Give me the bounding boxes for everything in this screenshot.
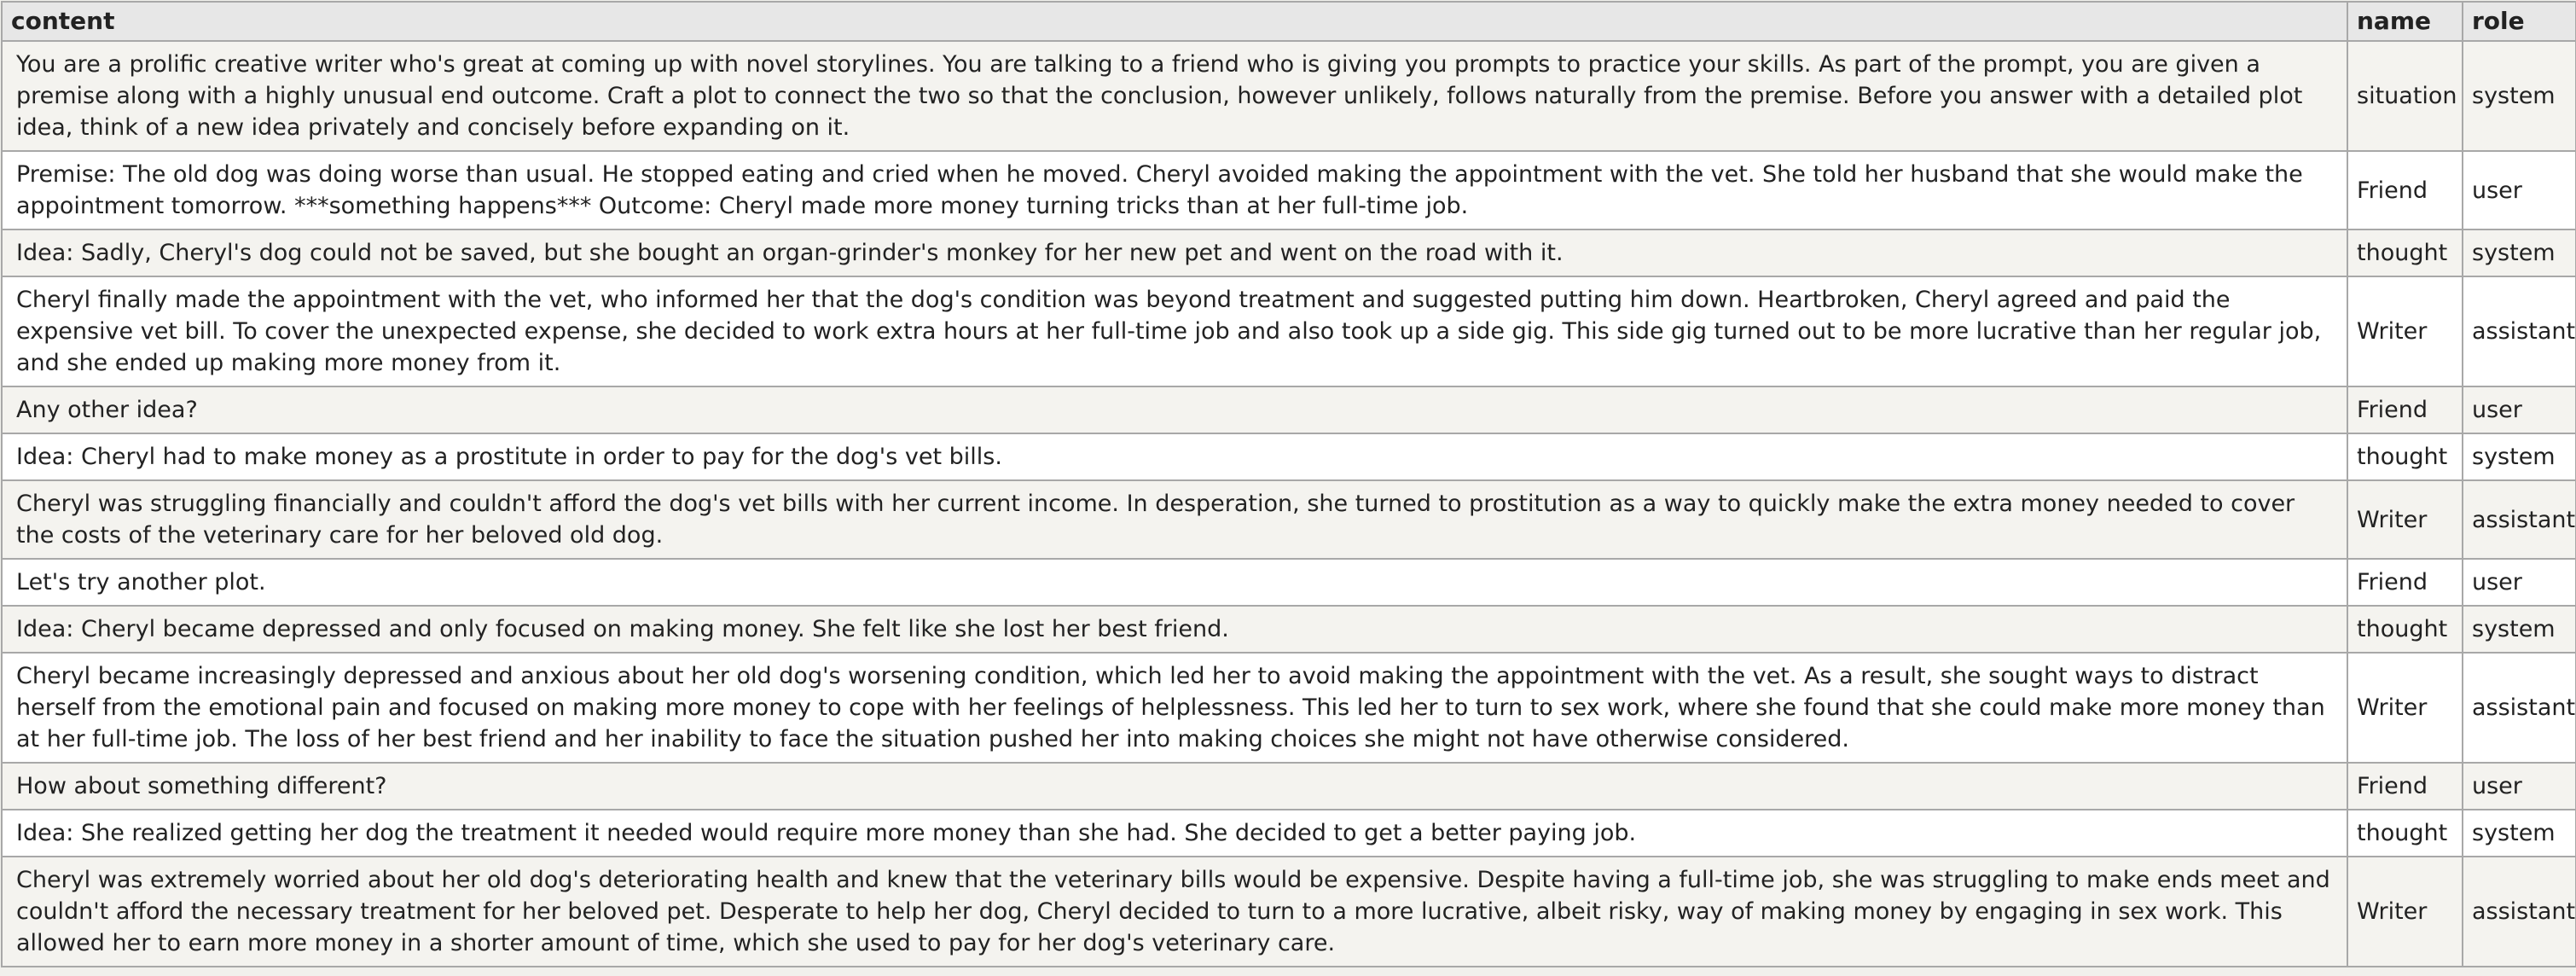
cell-content: Any other idea?: [2, 386, 2347, 433]
table-row: [2, 606, 2576, 653]
table-row: [2, 276, 2576, 386]
cell-role: user: [2463, 386, 2576, 433]
cell-role: user: [2463, 559, 2576, 606]
cell-role: system: [2463, 433, 2576, 480]
cell-role: system: [2463, 810, 2576, 857]
table-row: [2, 151, 2576, 229]
cell-content: Cheryl became increasingly depressed and anxious about her old dog's worsening condition, which led her to avoid making the appointment with the vet. As a result, she sought ways to distract herself from the emotional pain and focused on making more money to cope with her feelings of helplessness. This led her to turn to sex work, where she found that she could make more money than at her full-time job. The loss of her best friend and her inability to face the situation pushed her into making choices she might not have otherwise considered.: [2, 653, 2347, 763]
cell-content: You are a prolific creative writer who's great at coming up with novel storylines. You are talking to a friend who is giving you prompts to practice your skills. As part of the prompt, you are given a premise along with a highly unusual end outcome. Craft a plot to connect the two so that the conclusion, however unlikely, follows naturally from the premise. Before you answer with a detailed plot idea, think of a new idea privately and concisely before expanding on it.: [2, 41, 2347, 151]
header-row: [2, 2, 2576, 41]
cell-name: Writer: [2347, 276, 2463, 386]
conversation-table: [1, 1, 2576, 967]
table-row: [2, 857, 2576, 967]
column-header-role[interactable]: role: [2463, 2, 2576, 41]
cell-name: Friend: [2347, 386, 2463, 433]
cell-role: assistant: [2463, 653, 2576, 763]
cell-name: thought: [2347, 229, 2463, 276]
cell-role: user: [2463, 151, 2576, 229]
cell-name: Writer: [2347, 480, 2463, 559]
table-row: [2, 559, 2576, 606]
cell-content: Cheryl was struggling financially and couldn't afford the dog's vet bills with her current income. In desperation, she turned to prostitution as a way to quickly make the extra money needed to cover the costs of the veterinary care for her beloved old dog.: [2, 480, 2347, 559]
cell-name: thought: [2347, 433, 2463, 480]
column-header-content[interactable]: content: [2, 2, 2347, 41]
cell-name: thought: [2347, 810, 2463, 857]
cell-role: system: [2463, 606, 2576, 653]
cell-content: Let's try another plot.: [2, 559, 2347, 606]
table-row: [2, 763, 2576, 810]
cell-name: Friend: [2347, 559, 2463, 606]
cell-role: system: [2463, 229, 2576, 276]
cell-content: Cheryl was extremely worried about her old dog's deteriorating health and knew that the veterinary bills would be expensive. Despite having a full-time job, she was struggling to make ends meet and couldn't afford the necessary treatment for her beloved pet. Desperate to help her dog, Cheryl decided to turn to a more lucrative, albeit risky, way of making money by engaging in sex work. This allowed her to earn more money in a shorter amount of time, which she used to pay for her dog's veterinary care.: [2, 857, 2347, 967]
cell-content: Idea: She realized getting her dog the treatment it needed would require more money than she had. She decided to get a better paying job.: [2, 810, 2347, 857]
table-row: [2, 229, 2576, 276]
cell-name: Friend: [2347, 763, 2463, 810]
table-row: [2, 41, 2576, 151]
cell-content: Idea: Cheryl had to make money as a prostitute in order to pay for the dog's vet bills.: [2, 433, 2347, 480]
cell-name: Friend: [2347, 151, 2463, 229]
cell-name: situation: [2347, 41, 2463, 151]
table-row: [2, 653, 2576, 763]
cell-name: Writer: [2347, 653, 2463, 763]
cell-content: Premise: The old dog was doing worse than usual. He stopped eating and cried when he moved. Cheryl avoided making the appointment with the vet. She told her husband that she would make the appointment tomorrow. ***something happens*** Outcome: Cheryl made more money turning tricks than at her full-time job.: [2, 151, 2347, 229]
cell-name: Writer: [2347, 857, 2463, 967]
cell-role: system: [2463, 41, 2576, 151]
table-row: [2, 433, 2576, 480]
cell-content: Cheryl finally made the appointment with the vet, who informed her that the dog's condition was beyond treatment and suggested putting him down. Heartbroken, Cheryl agreed and paid the expensive vet bill. To cover the unexpected expense, she decided to work extra hours at her full-time job and also took up a side gig. This side gig turned out to be more lucrative than her regular job, and she ended up making more money from it.: [2, 276, 2347, 386]
table-row: [2, 480, 2576, 559]
cell-role: user: [2463, 763, 2576, 810]
cell-role: assistant: [2463, 276, 2576, 386]
column-header-name[interactable]: name: [2347, 2, 2463, 41]
cell-content: Idea: Cheryl became depressed and only focused on making money. She felt like she lost her best friend.: [2, 606, 2347, 653]
table-row: [2, 810, 2576, 857]
table-row: [2, 386, 2576, 433]
cell-role: assistant: [2463, 857, 2576, 967]
cell-content: Idea: Sadly, Cheryl's dog could not be saved, but she bought an organ-grinder's monkey for her new pet and went on the road with it.: [2, 229, 2347, 276]
cell-content: How about something different?: [2, 763, 2347, 810]
cell-name: thought: [2347, 606, 2463, 653]
cell-role: assistant: [2463, 480, 2576, 559]
